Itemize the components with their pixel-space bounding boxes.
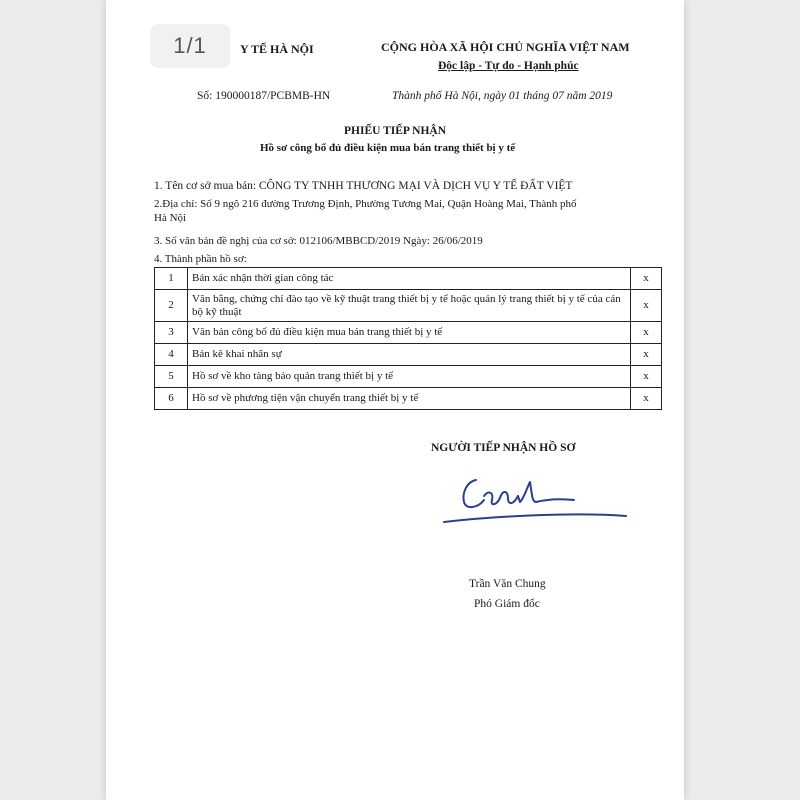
row-mark: x: [631, 268, 662, 290]
facility-name: 1. Tên cơ sở mua bán: CÔNG TY TNHH THƯƠNG MẠI VÀ DỊCH VỤ Y TẾ ĐẤT VIỆT: [154, 180, 573, 192]
signature-image: [436, 468, 636, 538]
row-mark: x: [631, 366, 662, 388]
table-row: [155, 388, 662, 410]
row-number: 5: [155, 366, 188, 388]
row-number: 6: [155, 388, 188, 410]
row-number: 3: [155, 322, 188, 344]
table-row: [155, 290, 662, 322]
table-row: [155, 366, 662, 388]
document-number: Số: 190000187/PCBMB-HN: [197, 90, 331, 102]
document-subtitle: Hồ sơ công bố đủ điều kiện mua bán trang thiết bị y tế: [260, 142, 516, 154]
page-counter: 1/1: [150, 24, 230, 68]
row-description: Bản xác nhận thời gian công tác: [188, 268, 631, 290]
table-row: [155, 344, 662, 366]
row-mark: x: [631, 322, 662, 344]
receiver-heading: NGƯỜI TIẾP NHẬN HỒ SƠ: [431, 442, 576, 454]
row-mark: x: [631, 290, 662, 322]
row-number: 2: [155, 290, 188, 322]
row-mark: x: [631, 388, 662, 410]
national-motto: Độc lập - Tự do - Hạnh phúc: [438, 60, 579, 72]
receiver-name: Trần Văn Chung: [469, 578, 546, 590]
address-line-1: 2.Địa chỉ: Số 9 ngõ 216 đường Trương Định, Phường Tương Mai, Quận Hoàng Mai, Thành phố: [154, 198, 577, 210]
table-row: [155, 322, 662, 344]
document-title: PHIẾU TIẾP NHẬN: [344, 125, 447, 137]
address-line-2: Hà Nội: [154, 212, 187, 224]
receiver-position: Phó Giám đốc: [474, 598, 540, 610]
row-description: Hồ sơ về phương tiện vận chuyển trang thiết bị y tế: [188, 388, 631, 410]
components-label: 4. Thành phần hồ sơ:: [154, 253, 247, 265]
row-description: Hồ sơ về kho tàng bảo quản trang thiết bị y tế: [188, 366, 631, 388]
row-number: 1: [155, 268, 188, 290]
row-number: 4: [155, 344, 188, 366]
row-mark: x: [631, 344, 662, 366]
components-table: [154, 267, 662, 410]
request-document: 3. Số văn bản đề nghị của cơ sở: 012106/MBBCD/2019 Ngày: 26/06/2019: [154, 235, 483, 247]
table-row: [155, 268, 662, 290]
row-description: Bản kê khai nhân sự: [188, 344, 631, 366]
place-date: Thành phố Hà Nội, ngày 01 tháng 07 năm 2019: [392, 90, 613, 102]
row-description: Văn bản công bố đủ điều kiện mua bán trang thiết bị y tế: [188, 322, 631, 344]
agency-name: Y TẾ HÀ NỘI: [240, 42, 314, 56]
row-description: Văn bằng, chứng chỉ đào tạo về kỹ thuật trang thiết bị y tế hoặc quản lý trang thiết bị y tế của cán bộ kỹ thuật: [188, 290, 631, 322]
republic-title: CỘNG HÒA XÃ HỘI CHỦ NGHĨA VIỆT NAM: [381, 40, 630, 54]
